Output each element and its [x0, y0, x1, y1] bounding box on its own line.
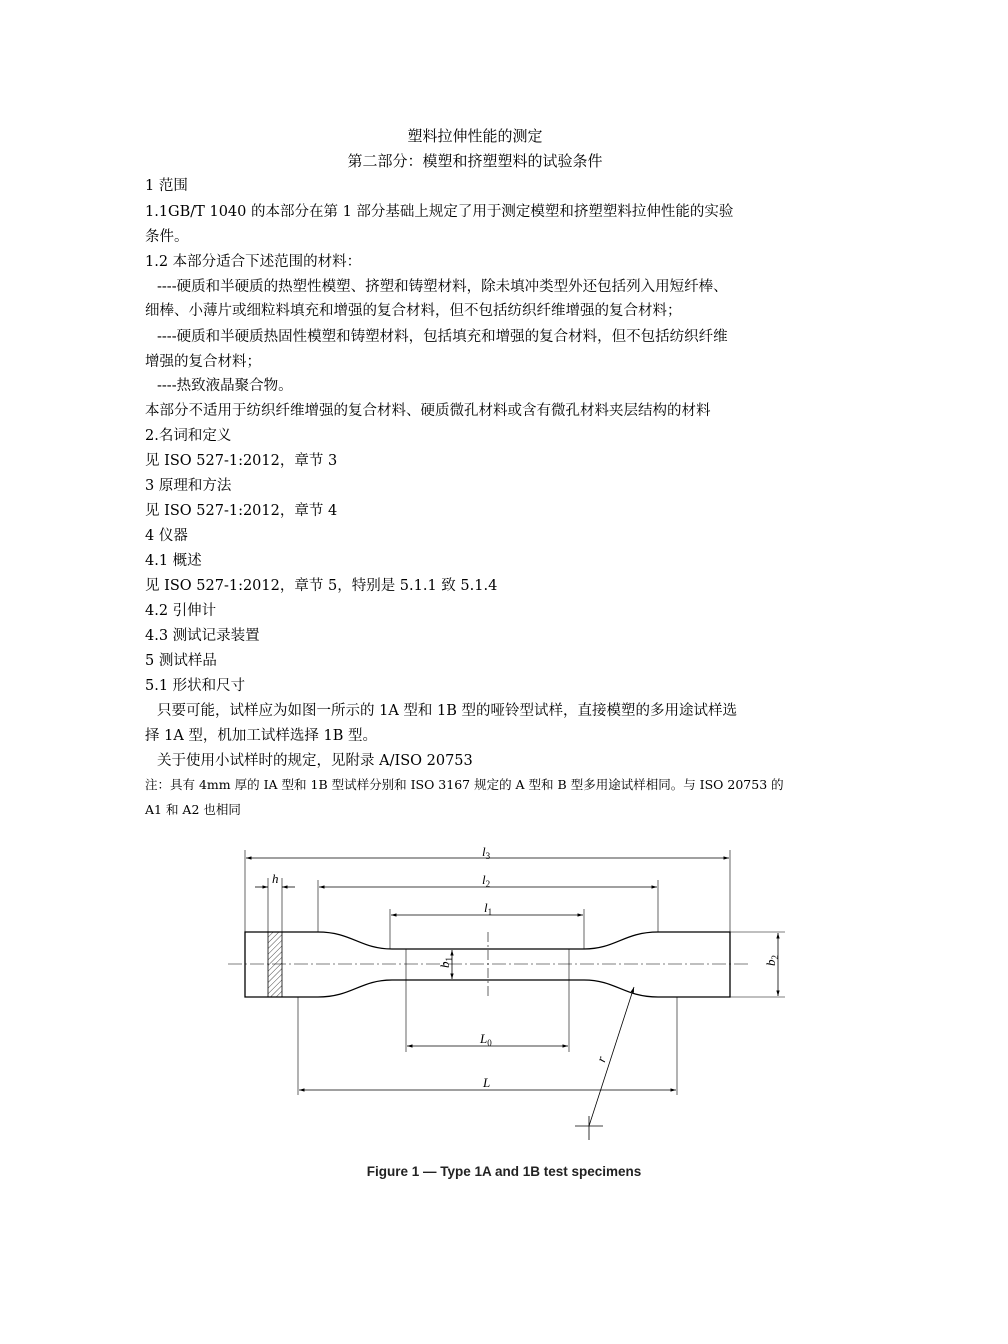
paragraph-line: 关于使用小试样时的规定，见附录 A/ISO 20753	[157, 753, 473, 769]
label-L: L	[483, 1075, 491, 1090]
label-l1: $l_1$	[484, 900, 493, 917]
label-l2: $l_2$	[482, 872, 491, 889]
figure-caption: Figure 1 — Type 1A and 1B test specimens	[366, 1164, 642, 1179]
paragraph-line: 1.1GB/T 1040 的本部分在第 1 部分基础上规定了用于测定模塑和挤塑塑料拉伸性能的实验	[145, 204, 734, 220]
paragraph-line: 1.2 本部分适合下述范围的材料：	[145, 254, 362, 270]
section-heading-extensometer: 4.2 引伸计	[145, 603, 217, 619]
list-item: ----热致液晶聚合物。	[157, 378, 293, 394]
specimen-outline	[245, 932, 730, 997]
section-heading-scope: 1 范围	[145, 178, 188, 194]
paragraph-line: 只要可能，试样应为如图一所示的 1A 型和 1B 型的哑铃型试样，直接模塑的多用途试样选	[157, 703, 738, 719]
section-heading-apparatus: 4 仪器	[145, 528, 188, 544]
section-heading-shape: 5.1 形状和尺寸	[145, 678, 246, 694]
label-h: h	[272, 871, 279, 886]
paragraph-line: 条件。	[145, 229, 189, 245]
label-l3: $l_3$	[482, 844, 491, 861]
hatched-grip-area	[268, 932, 282, 997]
paragraph-line: 见 ISO 527-1:2012，章节 3	[145, 453, 338, 469]
list-item-continuation: 增强的复合材料；	[145, 354, 261, 370]
section-heading-terms: 2.名词和定义	[145, 428, 232, 444]
document-title: 塑料拉伸性能的测定	[407, 127, 543, 145]
note-line: 注：具有 4mm 厚的 IA 型和 1B 型试样分别和 ISO 3167 规定的 A 型和 B 型多用途试样相同。与 ISO 20753 的	[145, 777, 784, 792]
paragraph-line: 择 1A 型，机加工试样选择 1B 型。	[145, 728, 378, 744]
label-b2: $b_2$	[763, 955, 780, 966]
specimen-figure	[215, 835, 780, 1145]
list-item: ----硬质和半硬质的热塑性模塑、挤塑和铸塑材料，除未填冲类型外还包括列入用短纤棒、	[157, 279, 728, 295]
section-heading-principle: 3 原理和方法	[145, 478, 232, 494]
label-b1: $b_1$	[437, 957, 454, 968]
document-subtitle: 第二部分：模塑和挤塑塑料的试验条件	[347, 152, 603, 170]
section-heading-recording: 4.3 测试记录装置	[145, 628, 260, 644]
section-heading-general: 4.1 概述	[145, 553, 202, 569]
label-L0: $L_0$	[480, 1031, 492, 1048]
section-heading-specimens: 5 测试样品	[145, 653, 217, 669]
paragraph-line: 见 ISO 527-1:2012，章节 4	[145, 503, 338, 519]
list-item-continuation: 细棒、小薄片或细粒料填充和增强的复合材料，但不包括纺织纤维增强的复合材料；	[145, 303, 682, 319]
paragraph-line: 本部分不适用于纺织纤维增强的复合材料、硬质微孔材料或含有微孔材料夹层结构的材料	[145, 403, 711, 419]
paragraph-line: 见 ISO 527-1:2012，章节 5，特别是 5.1.1 致 5.1.4	[145, 578, 498, 594]
note-line: A1 和 A2 也相同	[145, 802, 241, 817]
list-item: ----硬质和半硬质热固性模塑和铸塑材料，包括填充和增强的复合材料，但不包括纺织纤维	[157, 329, 728, 345]
label-r: r	[593, 1054, 609, 1064]
